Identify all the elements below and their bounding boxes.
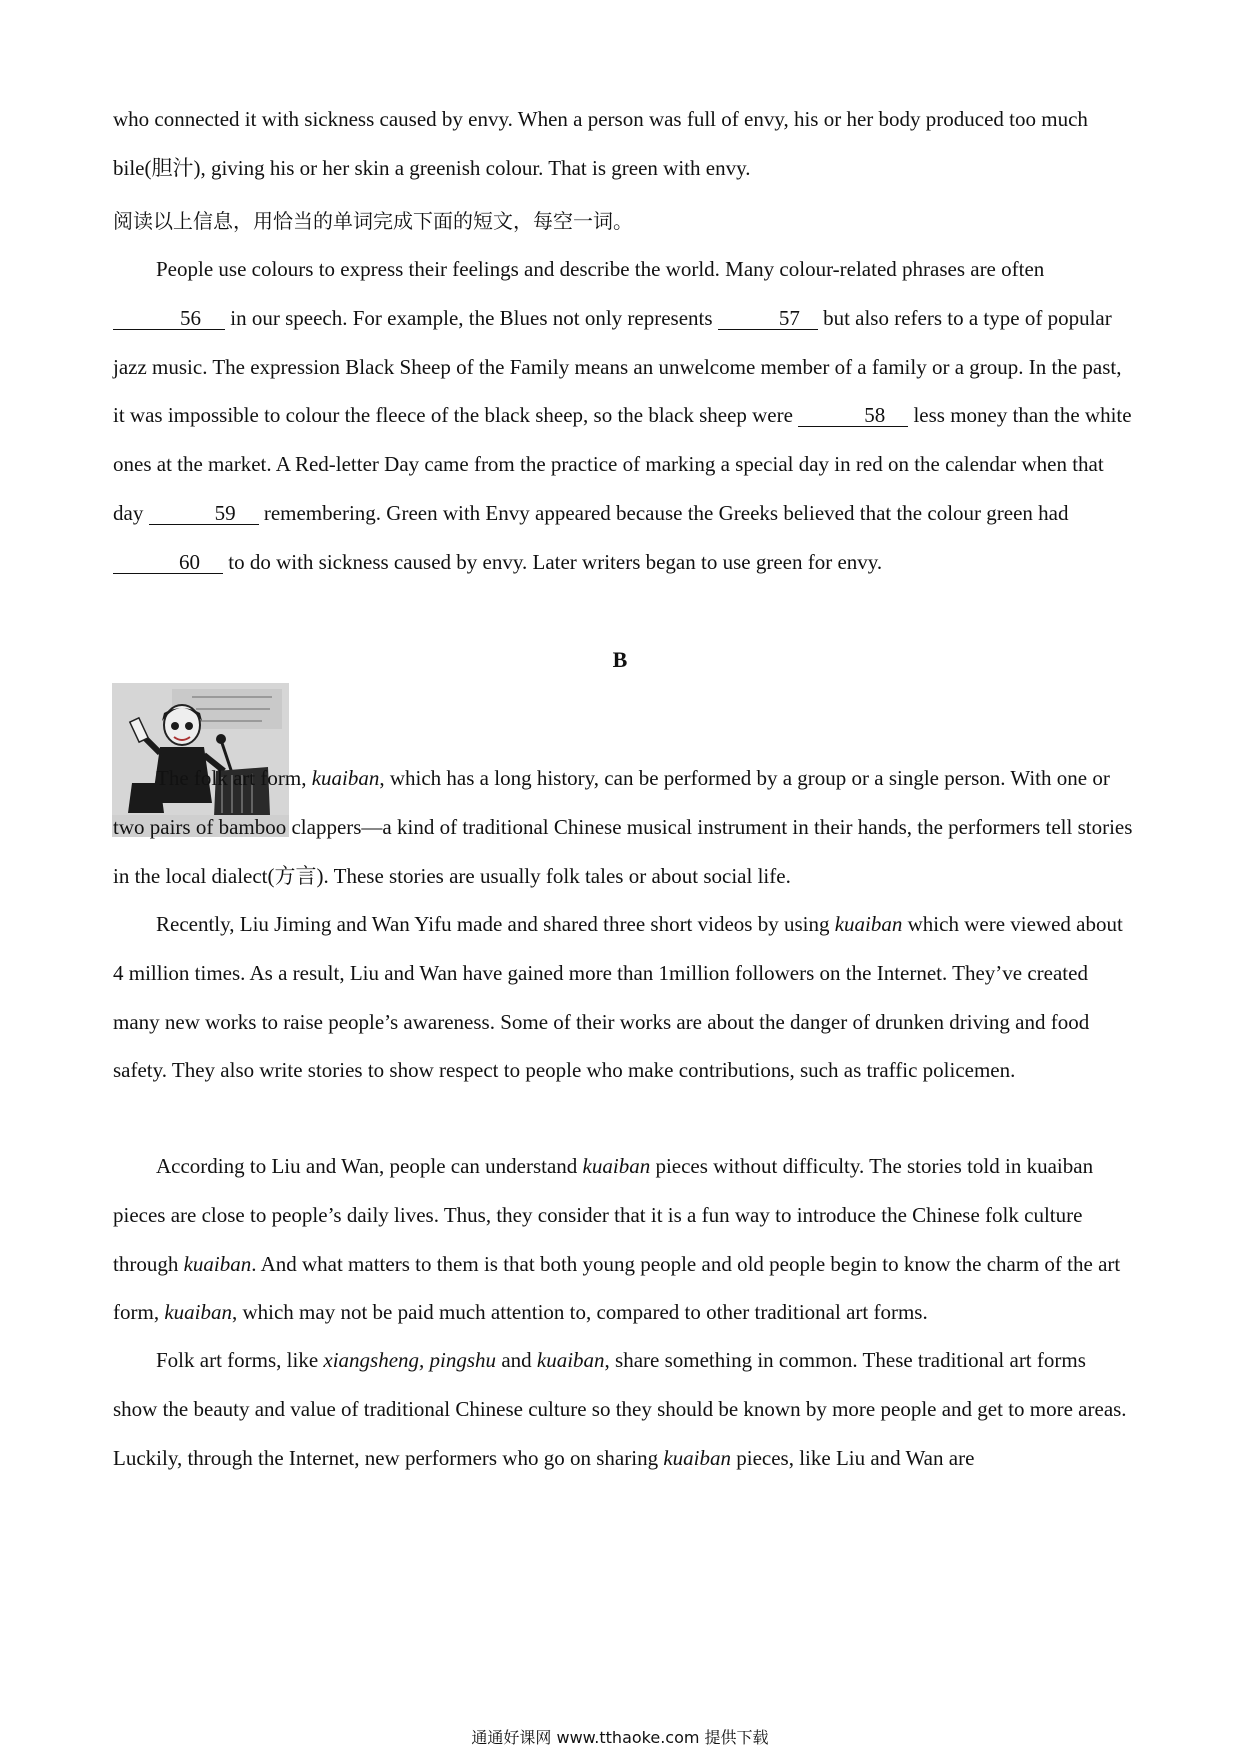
- paragraph-b-2: Recently, Liu Jiming and Wan Yifu made and shared three short videos by using kuaiban which were viewed about 4 million times. As a result, Liu and Wan have gained more than 1million followers on the Internet. They’ve created many new works to raise people’s awareness. Some of their works are about the danger of drunken driving and food safety. They also write stories to show respect to people who make contributions, such as traffic policemen.: [113, 912, 1123, 1083]
- paragraph-b-1: The folk art form, kuaiban, which has a long history, can be performed by a group or a single person. With one or two pairs of bamboo clappers—a kind of traditional Chinese musical instrument in their hands, the performers tell stories in the local dialect(方言). These stories are usually folk tales or about social life.: [113, 766, 1133, 888]
- page-footer: 通通好课网 www.tthaoke.com 提供下载: [471, 1728, 769, 1747]
- paragraph-b-3: According to Liu and Wan, people can understand kuaiban pieces without difficulty. The stories told in kuaiban pieces are close to people’s daily lives. Thus, they consider that it is a fun way to introduce the Chinese folk culture through kuaiban. And what matters to them is that both young people and old people begin to know the charm of the art form, kuaiban, which may not be paid much attention to, compared to other traditional art forms.: [113, 1154, 1121, 1325]
- blank-58: 58: [798, 404, 908, 427]
- blank-60: 60: [113, 551, 223, 574]
- blank-57: 57: [718, 307, 818, 330]
- paragraph-text: who connected it with sickness caused by envy. When a person was full of envy, his or her body produced too much bile(胆汁), giving his or her skin a greenish colour. That is green with envy.: [113, 107, 1088, 180]
- paragraph-envy-ending: [113, 95, 1133, 193]
- section-heading-b: B: [612, 647, 628, 672]
- blank-56: 56: [113, 307, 225, 330]
- instruction-text: 阅读以上信息，用恰当的单词完成下面的短文，每空一词。: [113, 209, 633, 233]
- blank-59: 59: [149, 502, 259, 525]
- cloze-passage: People use colours to express their feelings and describe the world. Many colour-related phrases are often 56 in our speech. For example, the Blues not only represents 57 but also refers to a type of popular jazz music. The expression Black Sheep of the Family means an unwelcome member of a family or a group. In the past, it was impossible to colour the fleece of the black sheep, so the black sheep were 58 less money than the white ones at the market. A Red-letter Day came from the practice of marking a special day in red on the calendar when that day 59 remembering. Green with Envy appeared because the Greeks believed that the colour green had 60 to do with sickness caused by envy. Later writers began to use green for envy.: [113, 257, 1132, 574]
- paragraph-b-4: Folk art forms, like xiangsheng, pingshu and kuaiban, share something in common. These traditional art forms show the beauty and value of traditional Chinese culture so they should be known by more people and get to more areas. Luckily, through the Internet, new performers who go on sharing kuaiban pieces, like Liu and Wan are: [113, 1348, 1127, 1470]
